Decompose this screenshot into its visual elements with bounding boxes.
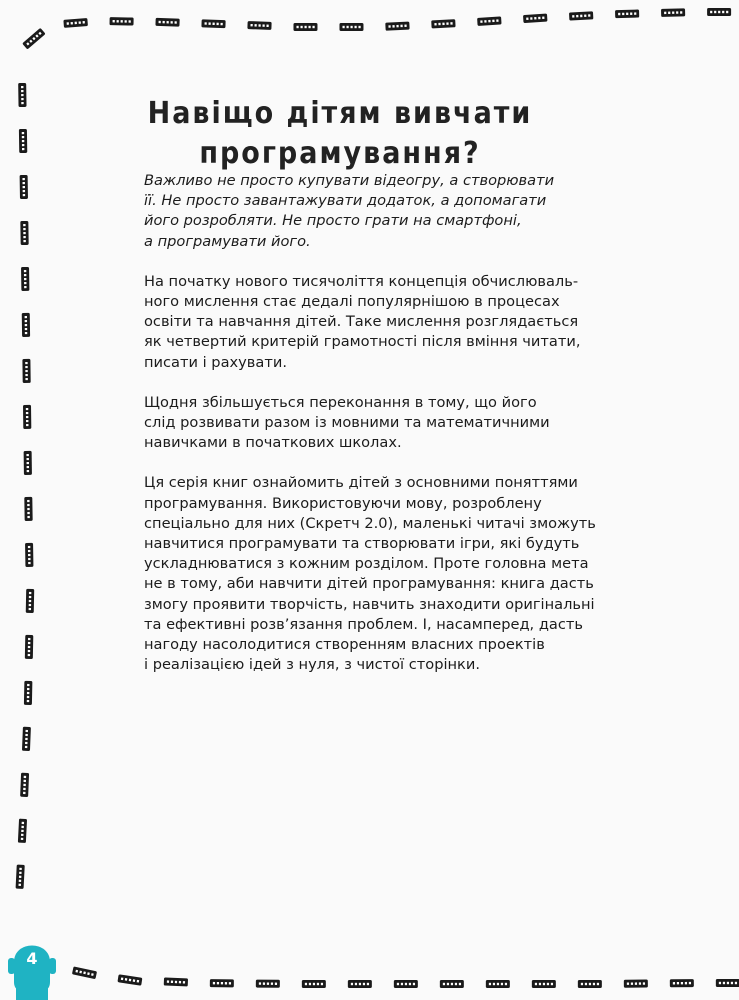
body-line: На початку нового тисячоліття концепція обчислюваль- (144, 272, 579, 290)
body-line: ного мислення стає дедалі популярнішою в процесах (144, 293, 560, 311)
body-line: програмування. Використовуючи мову, розроблену (144, 494, 542, 512)
body-line: не в тому, аби навчити дітей програмування: книга дасть (144, 575, 594, 593)
track-segment (23, 405, 31, 429)
track-segment (247, 21, 271, 30)
track-segment (716, 979, 739, 987)
track-segment (164, 977, 188, 986)
track-segment (624, 980, 648, 988)
track-segment (21, 267, 29, 291)
track-segment (293, 23, 317, 31)
body-line: Щодня збільшується переконання в тому, що його (144, 393, 537, 411)
track-segment (256, 980, 280, 988)
body-line: слід розвивати разом із мовними та математичними (144, 414, 550, 432)
track-left (16, 83, 35, 889)
track-segment (477, 16, 501, 25)
track-segment (385, 22, 409, 31)
body-paragraph-3 (144, 473, 596, 675)
body-line: нагоду насолодитися створенням власних проектів (144, 636, 545, 654)
track-segment (72, 966, 97, 979)
track-segment (661, 8, 685, 17)
track-segment (532, 980, 556, 988)
body-line: спеціально для них (Скретч 2.0), маленькі читачі зможуть (144, 514, 596, 532)
body-line: і реалізацією ідей з нуля, з чистої сторінки. (144, 656, 480, 674)
track-segment (578, 980, 602, 988)
track-bottom (72, 966, 739, 988)
body-line: та ефективні розв’язання проблем. І, насамперед, дасть (144, 615, 583, 633)
intro-line: а програмувати його. (144, 232, 311, 250)
track-segment (523, 14, 547, 23)
track-segment (20, 773, 29, 797)
track-segment (615, 10, 639, 19)
body-line: як четвертий критерій грамотності після вміння читати, (144, 333, 581, 351)
track-segment (22, 313, 30, 337)
track-segment (20, 221, 28, 245)
track-segment (117, 974, 142, 985)
track-top (22, 8, 731, 50)
body-line: освіти та навчання дітей. Таке мислення розглядається (144, 313, 579, 331)
track-segment (22, 727, 31, 751)
body-line: навчитися програмувати та створювати ігри, які будуть (144, 535, 580, 553)
body-line: змогу проявити творчість, навчить знаходити оригінальні (144, 595, 595, 613)
track-segment (19, 129, 27, 153)
track-segment (394, 980, 418, 988)
body-paragraph-1 (144, 272, 588, 373)
track-segment (707, 8, 731, 16)
track-segment (110, 17, 134, 25)
track-segment (24, 681, 32, 705)
page-title (140, 94, 540, 174)
body-line: писати і рахувати. (144, 353, 287, 371)
track-segment (16, 865, 25, 889)
track-segment (18, 819, 27, 843)
track-segment (155, 18, 179, 27)
track-segment (22, 28, 45, 50)
track-segment (210, 979, 234, 987)
track-segment (20, 175, 28, 199)
intro-line: його розробляти. Не просто грати на смартфоні, (144, 212, 522, 230)
track-segment (63, 18, 88, 28)
body-line: ускладнюватися з кожним розділом. Проте головна мета (144, 555, 589, 573)
track-segment (431, 19, 455, 28)
title-line-2: програмування? (199, 136, 481, 172)
track-segment (670, 979, 694, 987)
intro-line: Важливо не просто купувати відеогру, а створювати (144, 172, 555, 189)
body-line: Ця серія книг ознайомить дітей з основними поняттями (144, 474, 578, 492)
intro-line: її. Не просто завантажувати додаток, а допомагати (144, 192, 547, 210)
track-segment (486, 980, 510, 988)
track-segment (348, 980, 372, 988)
intro-paragraph (144, 171, 588, 252)
track-segment (22, 359, 30, 383)
track-segment (569, 11, 593, 20)
title-line-1: Навіщо дітям вивчати (147, 96, 533, 132)
body-line: навичками в початкових школах. (144, 434, 402, 452)
body-paragraph-2 (144, 393, 588, 454)
track-segment (25, 543, 33, 567)
article-body (144, 171, 596, 695)
track-segment (25, 635, 33, 659)
track-segment (440, 980, 464, 988)
track-segment (18, 83, 26, 107)
track-segment (26, 589, 34, 613)
track-segment (24, 451, 32, 475)
page-number: 4 (26, 949, 38, 968)
track-segment (302, 980, 326, 988)
track-segment (24, 497, 32, 521)
track-segment (339, 23, 363, 31)
track-segment (201, 19, 225, 28)
